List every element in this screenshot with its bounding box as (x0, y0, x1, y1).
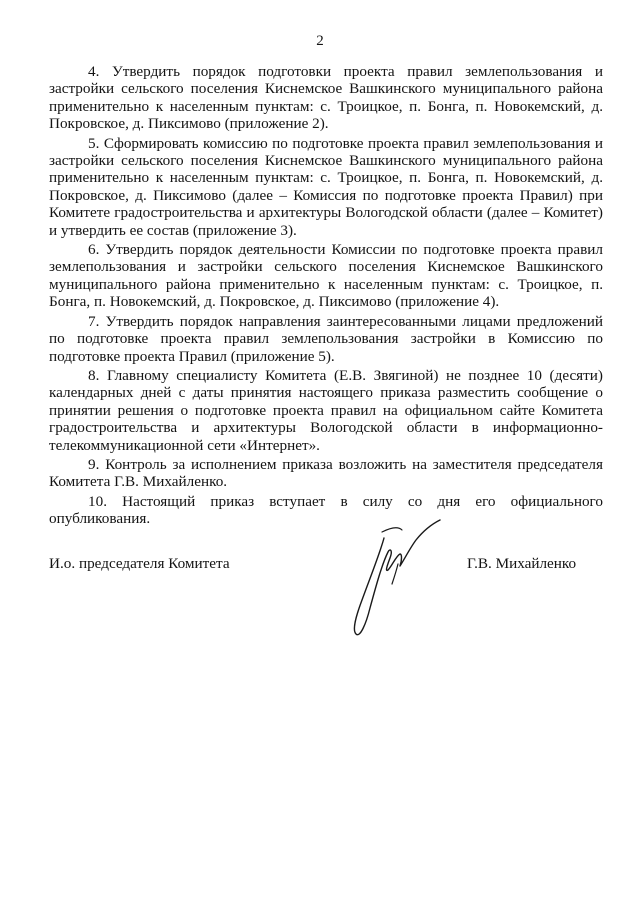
document-body (49, 63, 603, 530)
handwritten-signature (330, 508, 460, 648)
signatory-name: Г.В. Михайленко (467, 555, 577, 572)
page-number: 2 (316, 33, 324, 49)
paragraph-9: 9. Контроль за исполнением приказа возложить на заместителя председателя Комитета Г.В. Михайленко. (49, 455, 603, 491)
paragraph-4: 4. Утвердить порядок подготовки проекта правил землепользования и застройки сельского поселения Киснемское Вашкинского муниципального района применительно к населенным пунктам: с. Троицкое, п. Бонга, п. Новокемский, д. Покровское, д. Пиксимово (приложение 2). (49, 63, 603, 133)
paragraph-8: 8. Главному специалисту Комитета (Е.В. Звягиной) не позднее 10 (десяти) календарных дней с даты принятия настоящего приказа разместить сообщение о принятии решения о подготовке проекта правил на официальном сайте Комитета градостроительства и архитектуры Вологодской области в информационно-телекоммуникационной сети «Интернет». (49, 366, 603, 454)
paragraph-7: 7. Утвердить порядок направления заинтересованными лицами предложений по подготовке проекта правил землепользования застройки в Комиссию по подготовке проекта Правил (приложение 5). (49, 312, 603, 365)
paragraph-5: 5. Сформировать комиссию по подготовке проекта правил землепользования и застройки сельского поселения Киснемское Вашкинского муниципального района применительно к населенным пунктам: с. Троицкое, п. Бонга, п. Новокемский, д. Покровское, д. Пиксимово (далее – Комиссия по подготовке проекта Правил) при Комитете градостроительства и архитектуры Вологодской области (далее – Комитет) и утвердить ее состав (приложение 3). (49, 134, 603, 239)
signatory-title: И.о. председателя Комитета (49, 555, 230, 572)
paragraph-10: 10. Настоящий приказ вступает в силу со дня его официального опубликования. (49, 492, 603, 528)
paragraph-6: 6. Утвердить порядок деятельности Комиссии по подготовке проекта правил землепользования и застройки сельского поселения Киснемское Вашкинского муниципального района применительно к населенным пунктам: с. Троицкое, п. Бонга, п. Новокемский, д. Покровское, д. Пиксимово (приложение 4). (49, 241, 603, 311)
